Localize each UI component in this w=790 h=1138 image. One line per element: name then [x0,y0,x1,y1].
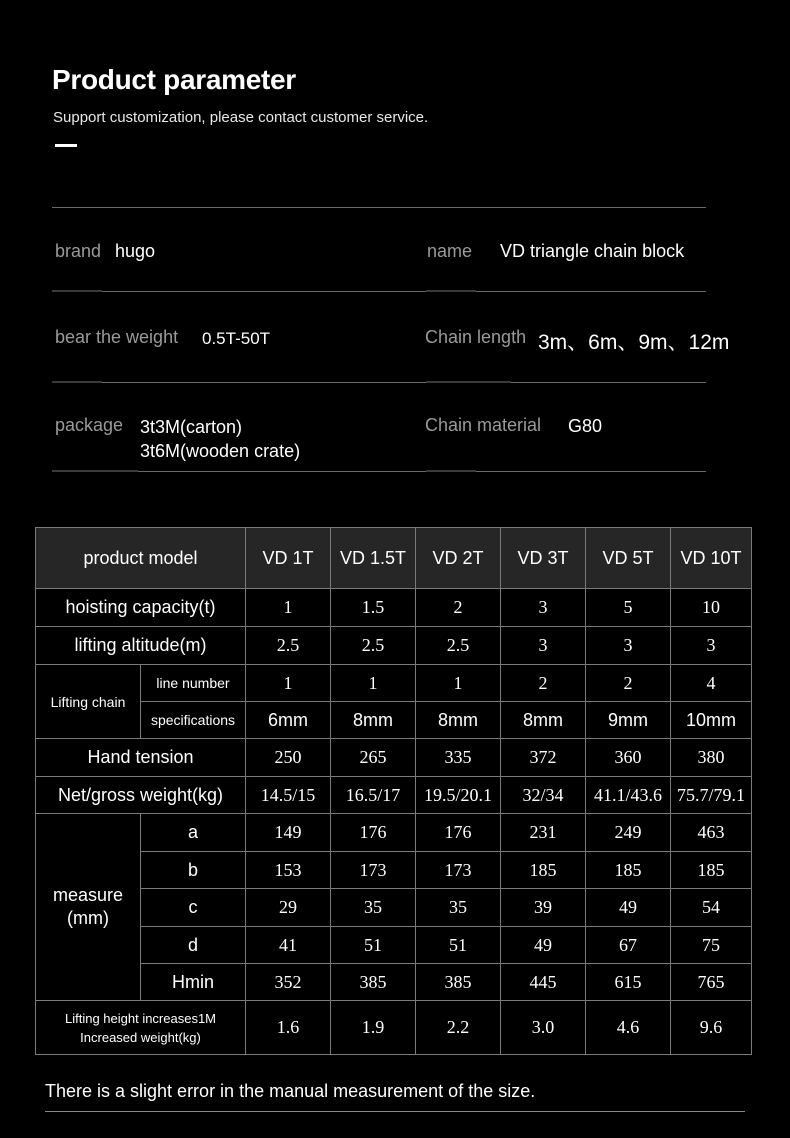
chain-length-value: 3m、6m、9m、12m [538,331,730,354]
table-row [36,852,752,889]
table-cell: 49 [501,927,586,964]
table-cell: 35 [331,889,416,927]
altitude-label: lifting altitude(m) [36,627,246,665]
weight-label: bear the weight [55,327,179,347]
capacity-label: hoisting capacity(t) [36,589,246,627]
table-row [36,702,752,739]
table-cell: 185 [671,852,752,889]
table-cell: 14.5/15 [246,777,331,814]
table-cell: 5 [586,589,671,627]
spec-table [35,527,752,1055]
table-cell: 250 [246,739,331,777]
table-cell: 32/34 [501,777,586,814]
divider-row1-left [102,291,426,292]
table-cell: 8mm [331,702,416,739]
footer-underline [45,1111,745,1112]
table-cell: 2.5 [331,627,416,665]
package-value-2: 3t6M(wooden crate) [140,441,301,461]
specifications-label: specifications [141,702,246,739]
table-cell: 249 [586,814,671,852]
lifting-chain-label: Lifting chain [36,665,141,739]
table-row [36,589,752,627]
divider-row2-left [102,382,426,383]
table-row [36,1001,752,1055]
dimension-d-label: d [141,927,246,964]
table-cell: 1.6 [246,1001,331,1055]
brand-label: brand [55,241,102,261]
package-value-1: 3t3M(carton) [140,417,243,437]
measure-label-line2: (mm) [67,908,109,928]
dimension-a-label: a [141,814,246,852]
table-cell: 54 [671,889,752,927]
dimension-c-label: c [141,889,246,927]
name-label: name [427,241,473,261]
divider-row2-right-accent [426,381,511,383]
table-cell: 2 [586,665,671,702]
brand-value: hugo [115,241,156,261]
table-row [36,814,752,852]
model-cell: VD 3T [501,528,586,589]
net-gross-weight-label: Net/gross weight(kg) [36,777,246,814]
table-cell: 176 [416,814,501,852]
title-dash-decoration [55,144,77,147]
page-subtitle: Support customization, please contact customer service. [53,109,429,126]
table-row [36,665,752,702]
table-cell: 51 [331,927,416,964]
material-value: G80 [568,416,603,436]
table-cell: 4.6 [586,1001,671,1055]
table-cell: 2 [416,589,501,627]
table-cell: 8mm [501,702,586,739]
table-cell: 372 [501,739,586,777]
table-cell: 35 [416,889,501,927]
divider-row3-right [476,471,706,472]
table-cell: 2.5 [416,627,501,665]
divider-row3-right-accent [426,470,476,472]
table-row [36,889,752,927]
table-row [36,927,752,964]
table-cell: 4 [671,665,752,702]
table-cell: 10mm [671,702,752,739]
table-cell: 380 [671,739,752,777]
divider-top [52,207,706,208]
table-cell: 1.9 [331,1001,416,1055]
footer-note: There is a slight error in the manual measurement of the size. [45,1081,536,1101]
divider-row1-right-accent [426,290,476,292]
table-cell: 2.2 [416,1001,501,1055]
table-cell: 3 [501,627,586,665]
package-label: package [55,415,124,435]
table-cell: 75 [671,927,752,964]
table-cell: 385 [416,964,501,1001]
table-cell: 615 [586,964,671,1001]
table-cell: 67 [586,927,671,964]
table-cell: 41 [246,927,331,964]
table-cell: 3 [501,589,586,627]
material-label: Chain material [425,415,542,435]
hmin-label: Hmin [141,964,246,1001]
table-cell: 3.0 [501,1001,586,1055]
table-cell: 3 [586,627,671,665]
measure-label [36,814,141,1001]
table-row [36,739,752,777]
hand-tension-label: Hand tension [36,739,246,777]
table-cell: 149 [246,814,331,852]
table-cell: 265 [331,739,416,777]
table-cell: 19.5/20.1 [416,777,501,814]
table-cell: 231 [501,814,586,852]
weight-value: 0.5T-50T [202,329,271,348]
table-cell: 445 [501,964,586,1001]
increase-label-line1: Lifting height increases1M [64,1010,217,1026]
table-cell: 173 [331,852,416,889]
table-cell: 49 [586,889,671,927]
table-cell: 9.6 [671,1001,752,1055]
model-cell: VD 1T [246,528,331,589]
table-row [36,777,752,814]
model-header: product model [36,528,246,589]
model-cell: VD 2T [416,528,501,589]
table-cell: 1 [246,665,331,702]
table-cell: 2 [501,665,586,702]
table-cell: 1 [416,665,501,702]
table-cell: 29 [246,889,331,927]
divider-row2-left-accent [52,381,102,383]
divider-row1-right [476,291,706,292]
table-cell: 2.5 [246,627,331,665]
line-number-label: line number [141,665,246,702]
model-cell: VD 10T [671,528,752,589]
table-row [36,528,752,589]
table-cell: 173 [416,852,501,889]
table-cell: 765 [671,964,752,1001]
table-cell: 463 [671,814,752,852]
divider-row3-left-accent [52,470,138,472]
table-cell: 8mm [416,702,501,739]
table-cell: 51 [416,927,501,964]
table-cell: 360 [586,739,671,777]
chain-length-label: Chain length [425,327,527,347]
table-cell: 335 [416,739,501,777]
table-cell: 3 [671,627,752,665]
table-cell: 185 [501,852,586,889]
increase-label-line2: Increased weight(kg) [80,1029,201,1045]
table-row [36,964,752,1001]
table-cell: 153 [246,852,331,889]
name-value: VD triangle chain block [500,241,685,261]
increase-weight-label [36,1001,246,1055]
table-cell: 41.1/43.6 [586,777,671,814]
divider-row3-left [138,471,426,472]
table-cell: 9mm [586,702,671,739]
page-title: Product parameter [52,64,296,95]
table-cell: 352 [246,964,331,1001]
dimension-b-label: b [141,852,246,889]
table-cell: 16.5/17 [331,777,416,814]
model-cell: VD 5T [586,528,671,589]
table-cell: 39 [501,889,586,927]
table-cell: 75.7/79.1 [671,777,752,814]
table-cell: 1.5 [331,589,416,627]
table-cell: 385 [331,964,416,1001]
measure-label-line1: measure [52,885,124,905]
table-cell: 6mm [246,702,331,739]
table-cell: 1 [331,665,416,702]
table-cell: 10 [671,589,752,627]
table-cell: 185 [586,852,671,889]
table-cell: 1 [246,589,331,627]
divider-row1-left-accent [52,290,102,292]
model-cell: VD 1.5T [331,528,416,589]
divider-row2-right [511,382,706,383]
table-row [36,627,752,665]
table-cell: 176 [331,814,416,852]
